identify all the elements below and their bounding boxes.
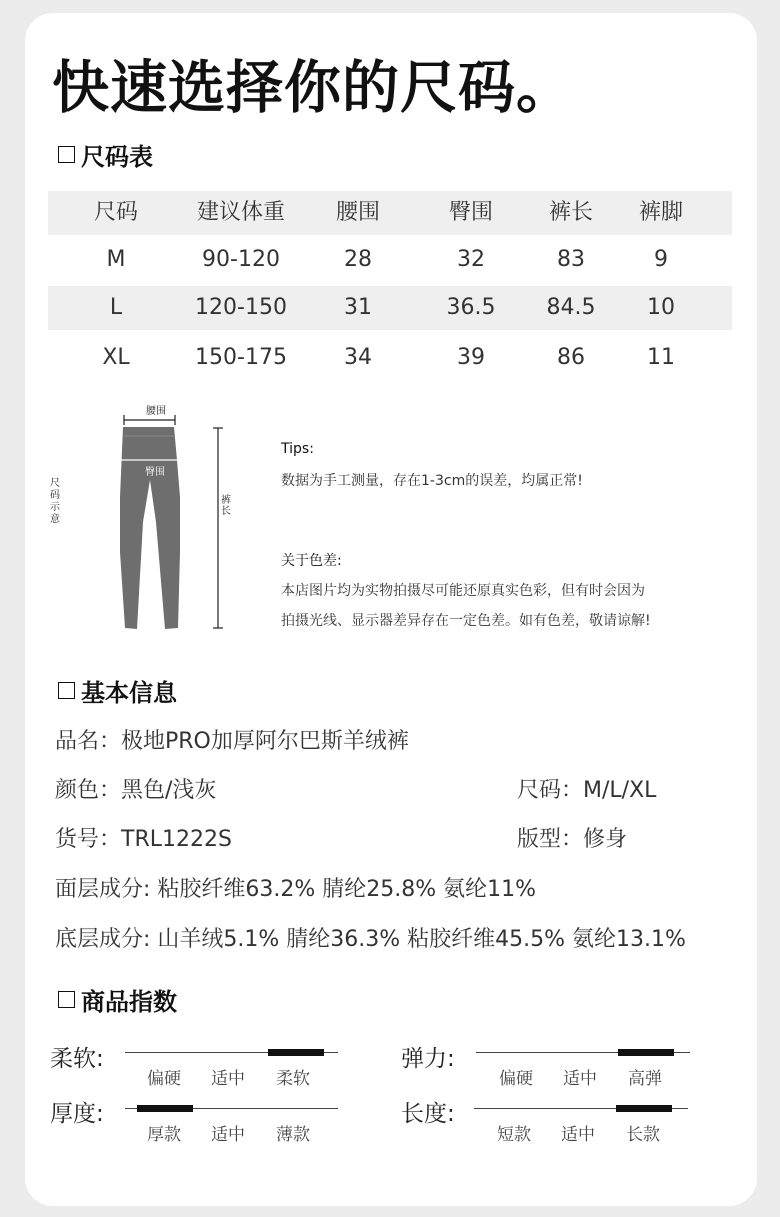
- checkbox-icon: [58, 991, 75, 1008]
- table-cell: L: [109, 295, 123, 320]
- thickness-indicator: [137, 1105, 193, 1112]
- table-row: [48, 238, 732, 282]
- table-cell: 120-150: [195, 295, 287, 320]
- size-table-header-row: [48, 191, 732, 235]
- scale-high: 柔软: [276, 1069, 310, 1089]
- product-index-heading-label: 商品指数: [81, 988, 177, 1016]
- header-cell: 尺码: [93, 200, 138, 225]
- scale-low: 偏硬: [147, 1069, 181, 1089]
- color-diff-text: 拍摄光线、显示器差异存在一定色差。如有色差，敬请谅解!: [281, 613, 651, 629]
- table-cell: 11: [647, 345, 675, 370]
- scale-mid: 适中: [561, 1125, 595, 1145]
- table-cell: 36.5: [446, 295, 496, 320]
- size-diagram-label: 尺码示意: [50, 478, 60, 525]
- length-indicator: [616, 1105, 672, 1112]
- waist-label: 腰围: [146, 406, 166, 417]
- checkbox-icon: [58, 682, 75, 699]
- header-cell: 臀围: [448, 200, 493, 225]
- elasticity-label: 弹力:: [401, 1046, 455, 1072]
- table-cell: 84.5: [546, 295, 596, 320]
- outer-composition: 面层成分: 粘胶纤维63.2% 腈纶25.8% 氨纶11%: [55, 877, 537, 902]
- table-cell: 34: [344, 345, 372, 370]
- page-title: 快速选择你的尺码。: [52, 55, 574, 121]
- table-cell: 39: [457, 345, 485, 370]
- scale-low: 厚款: [147, 1125, 181, 1145]
- size-table-heading: [58, 137, 153, 172]
- table-cell: 10: [647, 295, 675, 320]
- scale-high: 高弹: [628, 1069, 662, 1089]
- scale-low: 短款: [497, 1125, 531, 1145]
- hip-label: 臀围: [145, 467, 165, 478]
- product-item-number: 货号：TRL1222S: [55, 827, 232, 852]
- table-row: [48, 286, 732, 330]
- product-name: 品名：极地PRO加厚阿尔巴斯羊绒裤: [55, 729, 409, 754]
- scale-low: 偏硬: [499, 1069, 533, 1089]
- basic-info-heading-label: 基本信息: [81, 679, 177, 707]
- table-row: [48, 336, 732, 380]
- elasticity-indicator: [618, 1049, 674, 1056]
- table-cell: 32: [457, 247, 485, 272]
- product-color: 颜色：黑色/浅灰: [55, 778, 217, 803]
- header-cell: 裤长: [548, 200, 593, 225]
- scale-mid: 适中: [211, 1069, 245, 1089]
- color-diff-text: 本店图片均为实物拍摄尽可能还原真实色彩，但有时会因为: [281, 583, 645, 599]
- pants-icon: [120, 427, 180, 629]
- table-cell: 86: [557, 345, 585, 370]
- scale-high: 长款: [626, 1125, 660, 1145]
- product-fit: 版型：修身: [517, 827, 628, 852]
- tips-title: Tips:: [281, 441, 314, 457]
- table-cell: 150-175: [195, 345, 287, 370]
- product-sizes: 尺码：M/L/XL: [517, 778, 657, 803]
- table-cell: 9: [654, 247, 668, 272]
- header-cell: 建议体重: [196, 200, 285, 225]
- scale-mid: 适中: [211, 1125, 245, 1145]
- header-cell: 裤脚: [638, 200, 683, 225]
- table-cell: XL: [102, 345, 130, 370]
- pants-diagram: [110, 412, 235, 634]
- product-index-heading: [58, 982, 177, 1017]
- thickness-label: 厚度:: [50, 1101, 104, 1127]
- scale-high: 薄款: [276, 1125, 310, 1145]
- tips-text: 数据为手工测量，存在1-3cm的误差，均属正常!: [281, 473, 583, 489]
- length-index-label: 长度:: [401, 1101, 455, 1127]
- table-cell: 31: [344, 295, 372, 320]
- checkbox-icon: [58, 146, 75, 163]
- softness-label: 柔软:: [50, 1046, 104, 1072]
- size-table-heading-label: 尺码表: [81, 143, 153, 171]
- basic-info-heading: [58, 673, 177, 708]
- length-label: 裤长: [221, 495, 231, 517]
- table-cell: 28: [344, 247, 372, 272]
- color-diff-title: 关于色差:: [281, 553, 342, 569]
- inner-composition: 底层成分: 山羊绒5.1% 腈纶36.3% 粘胶纤维45.5% 氨纶13.1%: [55, 927, 686, 952]
- table-cell: 83: [557, 247, 585, 272]
- scale-mid: 适中: [563, 1069, 597, 1089]
- table-cell: M: [106, 247, 126, 272]
- header-cell: 腰围: [335, 200, 380, 225]
- table-cell: 90-120: [202, 247, 280, 272]
- softness-indicator: [268, 1049, 324, 1056]
